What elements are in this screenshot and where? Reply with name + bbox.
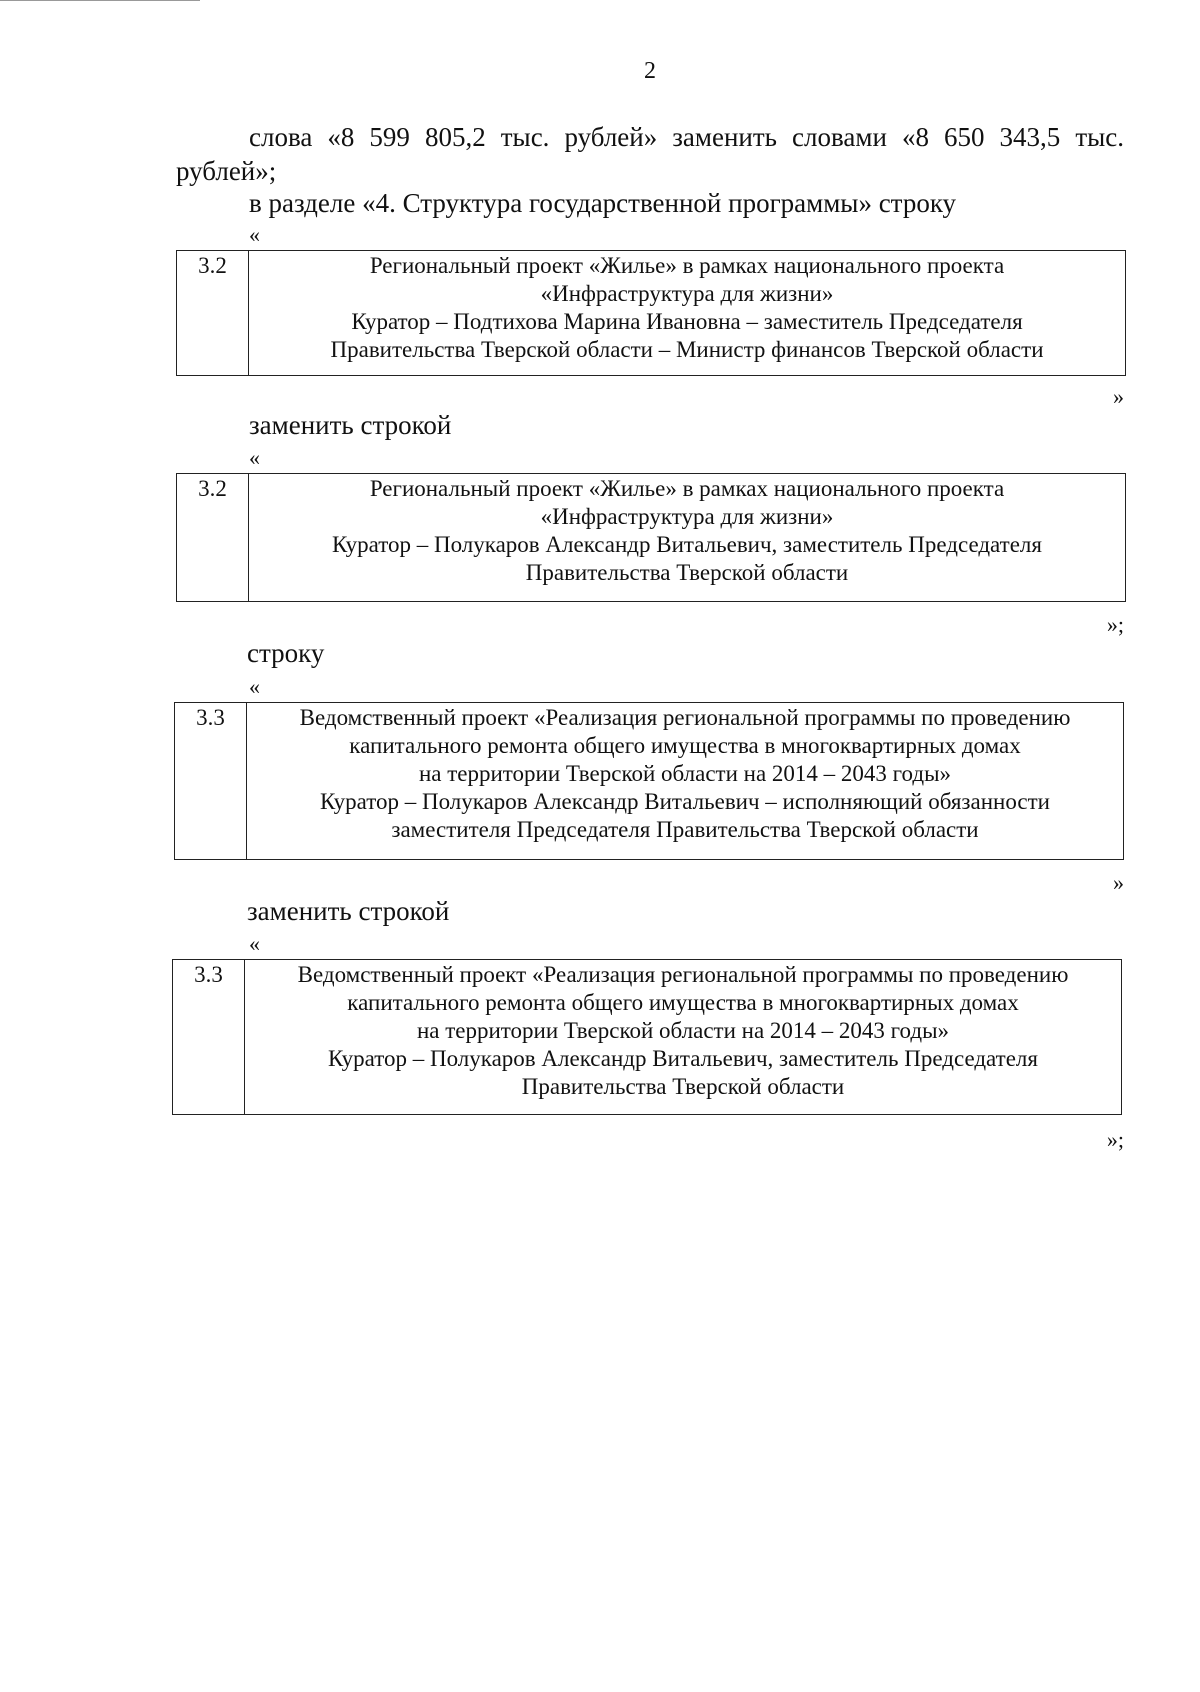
replace-with-label: заменить строкой (247, 896, 450, 926)
open-quote: « (249, 445, 260, 470)
row-line: Куратор – Полукаров Александр Витальевич, заместитель Председателя (328, 1046, 1038, 1071)
row-line: Куратор – Полукаров Александр Витальевич, заместитель Председателя (332, 532, 1042, 557)
replace-with-label: заменить строкой (249, 410, 452, 440)
row-content (249, 474, 1125, 601)
row-number: 3.2 (177, 251, 249, 375)
intro-line-3: в разделе «4. Структура государственной программы» строку (249, 188, 957, 218)
table-row-3-3-new (172, 959, 1122, 1115)
row-number: 3.3 (173, 960, 245, 1114)
row-line: Ведомственный проект «Реализация региональной программы по проведению (299, 705, 1071, 730)
row-line: капитального ремонта общего имущества в многоквартирных домах (347, 990, 1019, 1015)
row-content (249, 251, 1125, 375)
row-line: Правительства Тверской области (525, 560, 849, 585)
row-line: Региональный проект «Жилье» в рамках национального проекта (369, 476, 1005, 501)
row-line: Правительства Тверской области (521, 1074, 845, 1099)
intro-line-1: слова «8 599 805,2 тыс. рублей» заменить словами «8 650 343,5 тыс. (249, 122, 1124, 152)
row-content (245, 960, 1121, 1114)
scan-edge-line (0, 0, 200, 1)
row-line: «Инфраструктура для жизни» (540, 504, 834, 529)
open-quote: « (249, 222, 260, 247)
close-quote: » (1113, 870, 1124, 895)
row-number: 3.2 (177, 474, 249, 601)
row-line: Правительства Тверской области – Министр финансов Тверской области (330, 337, 1044, 362)
intro-line-2: рублей»; (176, 156, 277, 186)
table-row-3-3-old (174, 702, 1124, 860)
row-line: Ведомственный проект «Реализация региональной программы по проведению (297, 962, 1069, 987)
open-quote: « (249, 674, 260, 699)
row-line: капитального ремонта общего имущества в многоквартирных домах (349, 733, 1021, 758)
row-line: заместителя Председателя Правительства Тверской области (391, 817, 979, 842)
row-number: 3.3 (175, 703, 247, 859)
row-line: Куратор – Полукаров Александр Витальевич – исполняющий обязанности (320, 789, 1050, 814)
page-number: 2 (644, 58, 656, 84)
close-quote-semicolon: »; (1106, 612, 1124, 637)
row-line: Региональный проект «Жилье» в рамках национального проекта (369, 253, 1005, 278)
row-line: на территории Тверской области на 2014 – 2043 годы» (418, 761, 952, 786)
row-word-label: строку (247, 638, 325, 668)
open-quote: « (249, 931, 260, 956)
close-quote-semicolon: »; (1106, 1127, 1124, 1152)
table-row-3-2-new (176, 473, 1126, 602)
table-row-3-2-old (176, 250, 1126, 376)
row-line: «Инфраструктура для жизни» (540, 281, 834, 306)
row-content (247, 703, 1123, 859)
close-quote: » (1113, 384, 1124, 409)
row-line: на территории Тверской области на 2014 – 2043 годы» (416, 1018, 950, 1043)
row-line: Куратор – Подтихова Марина Ивановна – заместитель Председателя (351, 309, 1023, 334)
